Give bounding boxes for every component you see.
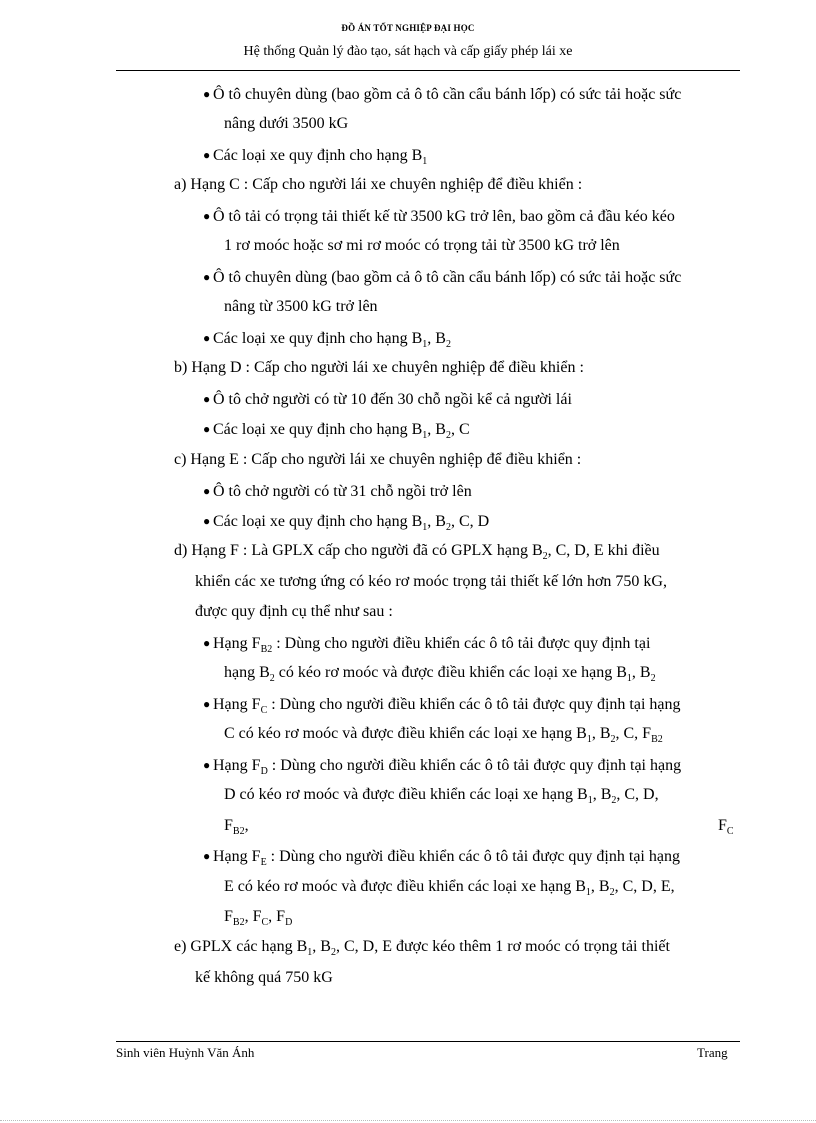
section-heading-e: e) GPLX các hạng $B_1$, $B_2$, C, D, E được kéo thêm 1 rơ moóc có trọng tải thiết	[174, 938, 670, 958]
bullet-icon: ●	[203, 422, 211, 436]
bullet-icon: ●	[203, 758, 211, 772]
list-item-continuation: E có kéo rơ moóc và được điều khiển các loại xe hạng $B_1$, $B_2$, C, D, E,	[224, 878, 675, 898]
list-item-continuation: $F_{B2}$, $F_C$, $F_D$	[224, 908, 293, 928]
bullet-icon: ●	[203, 87, 211, 101]
list-item: ● Hạng $F_D$ : Dùng cho người điều khiển các ô tô tải được quy định tại hạng	[203, 757, 682, 777]
paragraph-line: khiển các xe tương ứng có kéo rơ moóc trọng tải thiết kế lớn hơn 750 kG,	[195, 573, 667, 590]
bullet-icon: ●	[203, 270, 211, 284]
paragraph-line: được quy định cụ thể như sau :	[195, 603, 393, 620]
list-item: ● Ô tô tải có trọng tải thiết kế từ 3500 kG trở lên, bao gồm cả đầu kéo kéo	[203, 208, 675, 225]
bullet-icon: ●	[203, 331, 211, 345]
footer-author: Sinh viên Huỳnh Văn Ánh	[116, 1045, 255, 1060]
list-item: ● Ô tô chuyên dùng (bao gồm cả ô tô cần cẩu bánh lốp) có sức tải hoặc sức	[203, 86, 682, 103]
paragraph-line: kế không quá 750 kG	[195, 969, 333, 986]
list-item: ● Ô tô chuyên dùng (bao gồm cả ô tô cần cẩu bánh lốp) có sức tải hoặc sức	[203, 269, 682, 286]
list-item-continuation: $F_{B2}$,	[224, 817, 249, 837]
bullet-icon: ●	[203, 392, 211, 406]
bullet-icon: ●	[203, 209, 211, 223]
bullet-icon: ●	[203, 148, 211, 162]
section-heading-c: c) Hạng E : Cấp cho người lái xe chuyên nghiệp để điều khiển :	[174, 451, 582, 468]
footer-page-label: Trang	[697, 1045, 728, 1060]
list-item-continuation: C có kéo rơ moóc và được điều khiển các loại xe hạng $B_1$, $B_2$, C, $F_{B2}$	[224, 725, 663, 745]
list-item: ● Ô tô chở người có từ 10 đến 30 chỗ ngồi kể cả người lái	[203, 391, 572, 408]
bullet-icon: ●	[203, 484, 211, 498]
bullet-icon: ●	[203, 636, 211, 650]
footer-divider	[116, 1041, 740, 1042]
document-header-title: ĐỒ ÁN TỐT NGHIỆP ĐẠI HỌC	[341, 23, 475, 33]
header-divider	[116, 70, 740, 71]
document-header-subtitle: Hệ thống Quản lý đào tạo, sát hạch và cấp giấy phép lái xe	[243, 44, 573, 59]
list-item-continuation: D có kéo rơ moóc và được điều khiển các loại xe hạng $B_1$, $B_2$, C, D,	[224, 786, 659, 806]
list-item: ● Các loại xe quy định cho hạng $B_1$, $B_2$	[203, 330, 451, 350]
page-break-line	[0, 1120, 816, 1121]
section-heading-a: a) Hạng C : Cấp cho người lái xe chuyên nghiệp để điều khiển :	[174, 176, 583, 193]
bullet-icon: ●	[203, 849, 211, 863]
list-item: ● Các loại xe quy định cho hạng $B_1$	[203, 147, 428, 167]
list-item-continuation: nâng từ 3500 kG trở lên	[224, 298, 378, 315]
list-item-continuation: hạng $B_2$ có kéo rơ moóc và được điều khiển các loại xe hạng $B_1$, $B_2$	[224, 664, 656, 684]
list-item-continuation: 1 rơ moóc hoặc sơ mi rơ moóc có trọng tải từ 3500 kG trở lên	[224, 237, 620, 254]
list-item: ● Các loại xe quy định cho hạng $B_1$, $B_2$, C, D	[203, 513, 490, 533]
list-item-continuation: $F_C$	[718, 817, 734, 837]
bullet-icon: ●	[203, 514, 211, 528]
list-item: ● Ô tô chở người có từ 31 chỗ ngồi trở lên	[203, 483, 472, 500]
bullet-icon: ●	[203, 697, 211, 711]
list-item: ● Các loại xe quy định cho hạng $B_1$, $B_2$, C	[203, 421, 470, 441]
section-heading-b: b) Hạng D : Cấp cho người lái xe chuyên nghiệp để điều khiển :	[174, 359, 584, 376]
list-item: ● Hạng $F_C$ : Dùng cho người điều khiển các ô tô tải được quy định tại hạng	[203, 696, 681, 716]
list-item: ● Hạng $F_{B2}$ : Dùng cho người điều khiển các ô tô tải được quy định tại	[203, 635, 651, 655]
list-item: ● Hạng $F_E$ : Dùng cho người điều khiển các ô tô tải được quy định tại hạng	[203, 848, 680, 868]
list-item-continuation: nâng dưới 3500 kG	[224, 115, 349, 132]
section-heading-d: d) Hạng F : Là GPLX cấp cho người đã có GPLX hạng $B_2$, C, D, E khi điều	[174, 542, 660, 562]
